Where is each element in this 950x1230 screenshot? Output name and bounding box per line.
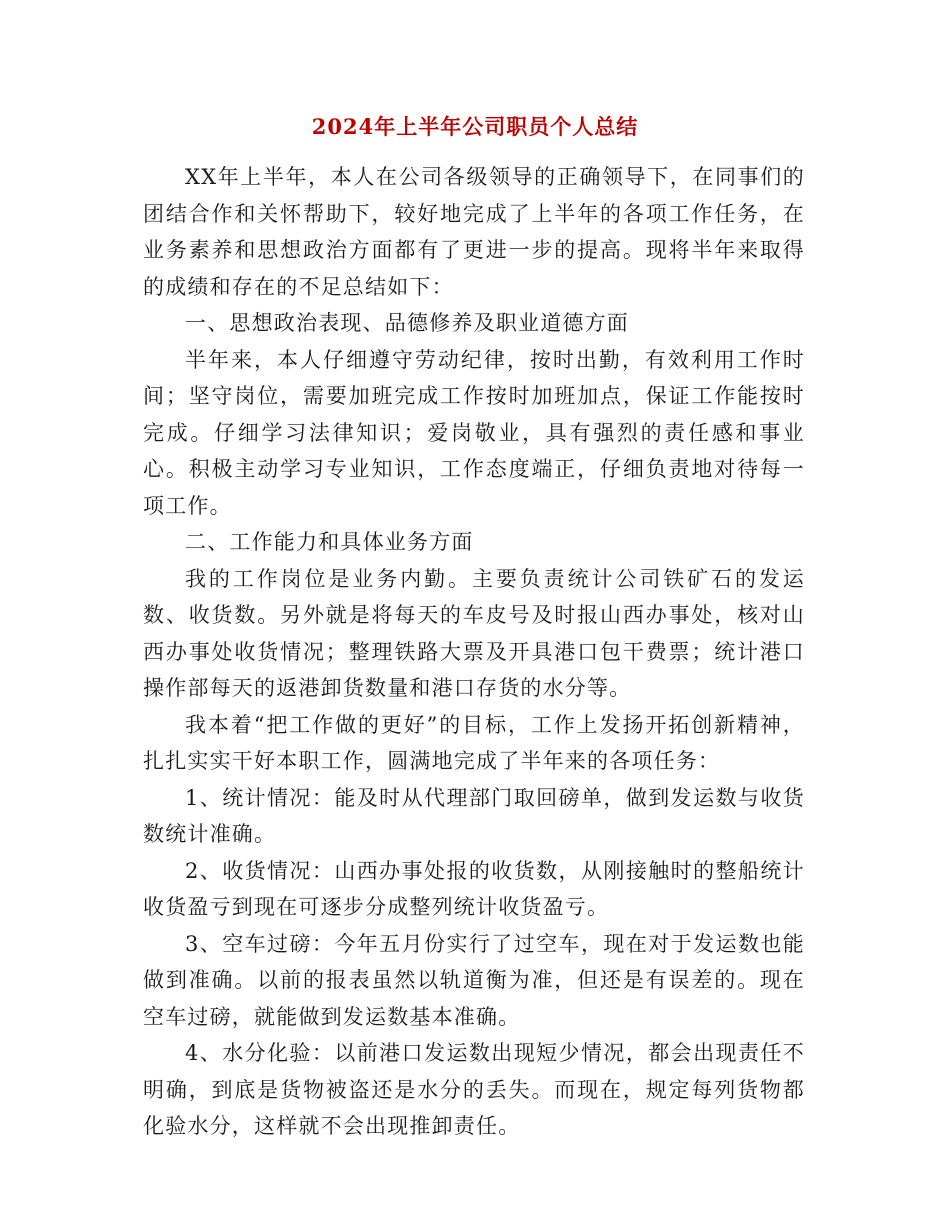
document-body xyxy=(143,159,805,1145)
paragraph-intro: XX年上半年，本人在公司各级领导的正确领导下，在同事们的团结合作和关怀帮助下，较好地完成了上半年的各项工作任务，在业务素养和思想政治方面都有了更进一步的提高。现将半年来取得的成绩和存在的不足总结如下： xyxy=(143,165,805,299)
list-item: 3、空车过磅：今年五月份实行了过空车，现在对于发运数也能做到准确。以前的报表虽然以轨道衡为准，但还是有误差的。现在空车过磅，就能做到发运数基本准确。 xyxy=(143,931,805,1029)
list-item: 4、水分化验：以前港口发运数出现短少情况，都会出现责任不明确，到底是货物被盗还是水分的丢失。而现在，规定每列货物都化验水分，这样就不会出现推卸责任。 xyxy=(143,1041,805,1138)
paragraph: 我的工作岗位是业务内勤。主要负责统计公司铁矿石的发运数、收货数。另外就是将每天的车皮号及时报山西办事处，核对山西办事处收货情况；整理铁路大票及开具港口包干费票；统计港口操作部每天的返港卸货数量和港口存货的水分等。 xyxy=(143,566,805,700)
document-title: 2024年上半年公司职员个人总结 xyxy=(311,114,639,139)
list-item: 1、统计情况：能及时从代理部门取回磅单，做到发运数与收货数统计准确。 xyxy=(143,785,805,846)
list-item: 2、收货情况：山西办事处报的收货数，从刚接触时的整船统计收货盈亏到现在可逐步分成整列统计收货盈亏。 xyxy=(143,858,805,919)
paragraph: 我本着“把工作做的更好”的目标，工作上发扬开拓创新精神，扎扎实实干好本职工作，圆满地完成了半年来的各项任务： xyxy=(143,712,805,773)
section-heading-1: 一、思想政治表现、品德修养及职业道德方面 xyxy=(185,311,629,335)
paragraph: 半年来，本人仔细遵守劳动纪律，按时出勤，有效利用工作时间；坚守岗位，需要加班完成工作按时加班加点，保证工作能按时完成。仔细学习法律知识；爱岗敬业，具有强烈的责任感和事业心。积极主动学习专业知识，工作态度端正，仔细负责地对待每一项工作。 xyxy=(143,347,805,518)
section-heading-2: 二、工作能力和具体业务方面 xyxy=(185,530,474,554)
